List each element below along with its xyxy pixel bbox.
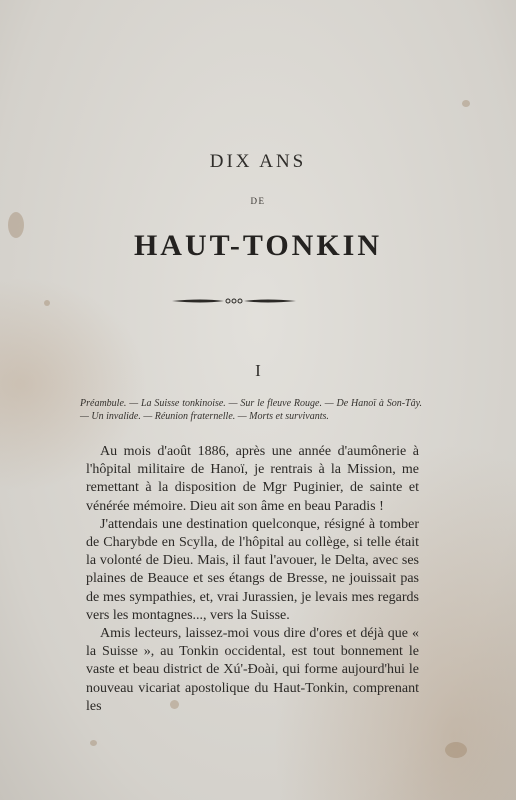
- chapter-number: I: [255, 361, 261, 380]
- title-divider-ornament: [170, 294, 298, 308]
- title-connector: DE: [250, 196, 266, 206]
- paragraph: Au mois d'août 1886, après une année d'aumônerie à l'hôpital militaire de Hanoï, je rentrais à la Mission, me remettant à la disposition de Mgr Puginier, de sainte et vénérée mémoire. Dieu ait son âme en beau Paradis !: [86, 444, 419, 514]
- paragraph: J'attendais une destination quelconque, résigné à tomber de Charybde en Scylla, de l'hôpital au collège, si telle était la volonté de Dieu. Mais, il faut l'avouer, le Delta, avec ses plaines de Beauce et ses étangs de Bresse, ne jouissait pas de mes sympathies, et, vrai Jurassien, je levais mes regards vers les montagnes..., vers la Suisse.: [86, 516, 419, 623]
- paragraph: Amis lecteurs, laissez-moi vous dire d'ores et déjà que « la Suisse », au Tonkin occidental, est tout bonnement le vaste et beau district de Xú'-Đoài, qui forme aujourd'hui le nouveau vicariat apostolique du Haut-Tonkin, comprenant les: [86, 626, 419, 714]
- stain: [445, 742, 467, 758]
- title-top-line: DIX ANS: [209, 151, 307, 172]
- stain: [44, 300, 50, 306]
- stain: [462, 100, 470, 107]
- page-title: HAUT-TONKIN: [133, 229, 383, 262]
- body-text: [86, 443, 419, 716]
- stain: [90, 740, 97, 746]
- chapter-summary: Préambule. — La Suisse tonkinoise. — Sur le fleuve Rouge. — De Hanoï à Son-Tây. — Un invalide. — Réunion fraternelle. — Morts et survivants.: [80, 398, 422, 422]
